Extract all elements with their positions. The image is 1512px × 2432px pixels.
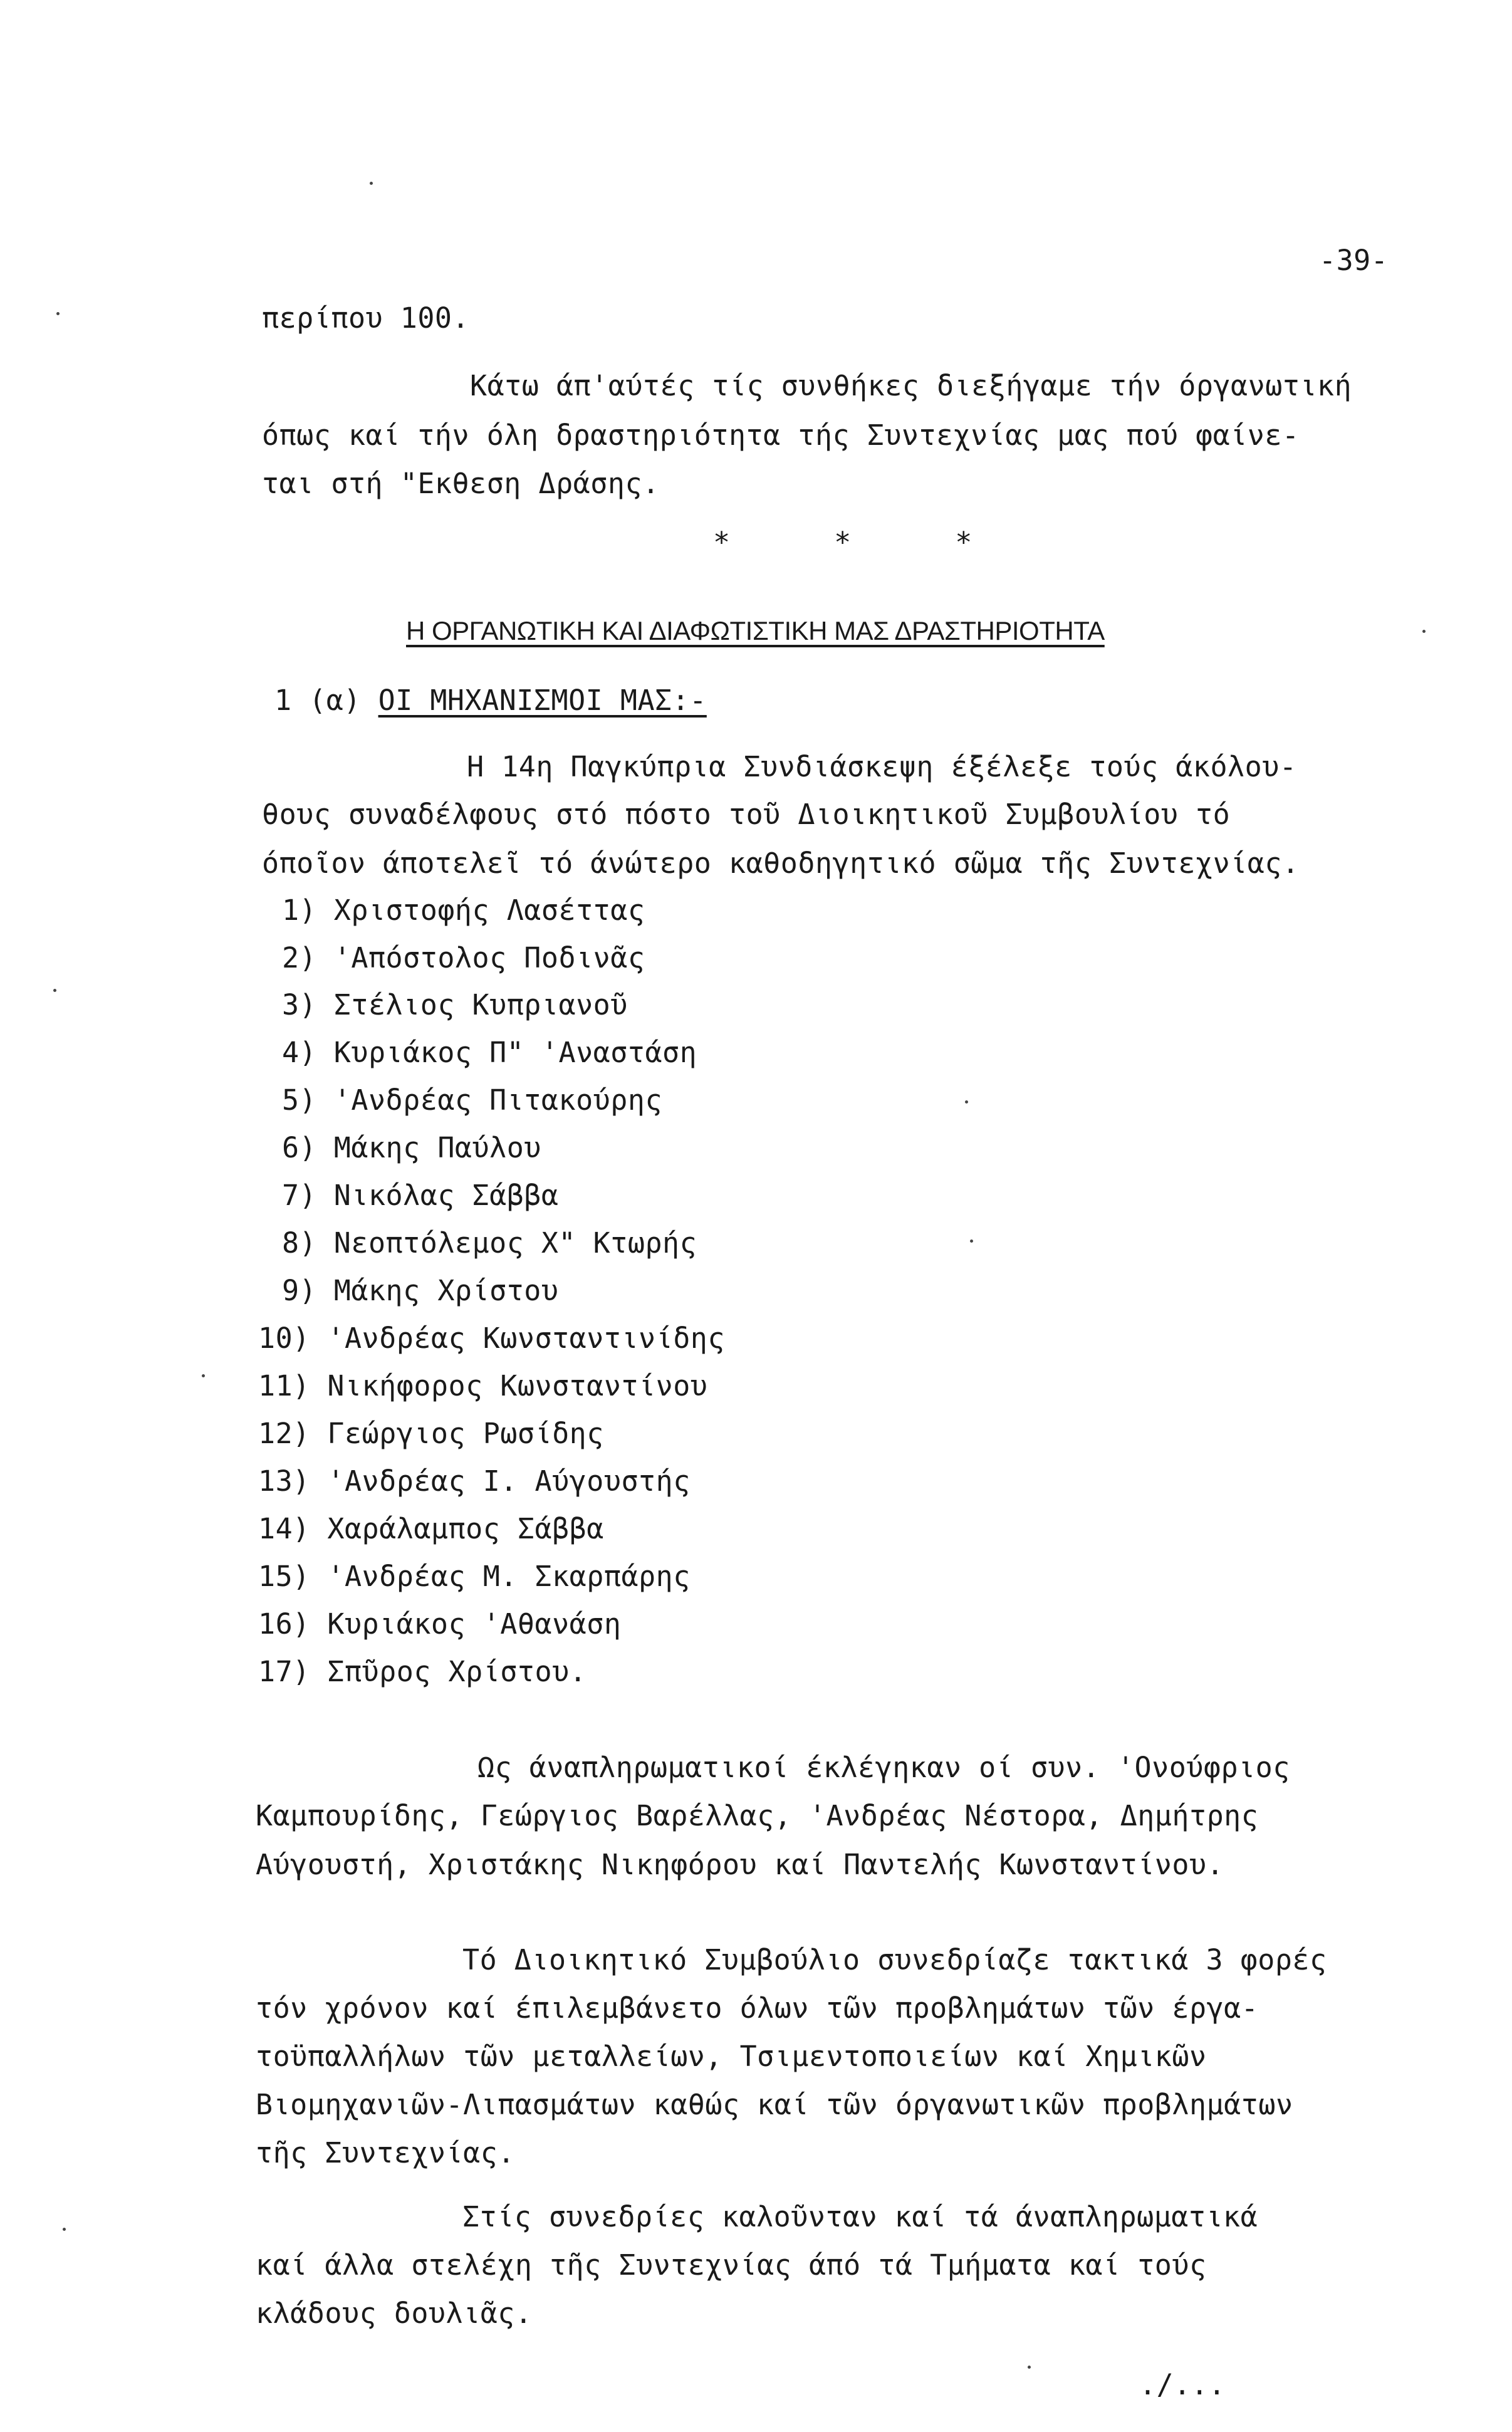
paragraph-6-line-3: κλάδους δουλιᾶς. [256, 2297, 533, 2330]
scan-speck [370, 182, 373, 185]
paragraph-5-line-2: τόν χρόνον καί έπιλεμβάνετο όλων τῶν προβλημάτων τῶν έργα- [256, 1991, 1259, 2025]
paragraph-4-line-2: Καμπουρίδης, Γεώργιος Βαρέλλας, 'Ανδρέας Νέστορα, Δημήτρης [256, 1799, 1259, 1832]
scan-speck [63, 2228, 66, 2231]
member-item: 8) Νεοπτόλεμος Χ" Κτωρής [282, 1226, 697, 1260]
member-item: 10) 'Ανδρέας Κωνσταντινίδης [258, 1322, 725, 1355]
page-number: -39- [1319, 244, 1389, 277]
subsection-prefix: 1 (α) [274, 684, 378, 717]
member-item: 7) Νικόλας Σάββα [282, 1179, 559, 1212]
paragraph-6-line-1: Στίς συνεδρίες καλοῦνταν καί τά άναπληρωματικά [462, 2200, 1258, 2233]
member-item: 14) Χαράλαμπος Σάββα [258, 1512, 604, 1545]
member-item: 11) Νικήφορος Κωνσταντίνου [258, 1369, 708, 1402]
paragraph-4-line-3: Αύγουστή, Χριστάκης Νικηφόρου καί Παντελής Κωνσταντίνου. [256, 1848, 1224, 1881]
continuation-mark: ./... [1139, 2368, 1226, 2401]
member-item: 9) Μάκης Χρίστου [282, 1274, 559, 1307]
member-item: 4) Κυριάκος Π" 'Αναστάση [282, 1036, 697, 1069]
member-item: 17) Σπῦρος Χρίστου. [258, 1655, 587, 1688]
paragraph-4-line-1: Ως άναπληρωματικοί έκλέγηκαν οί συν. 'Ονούφριος [477, 1751, 1290, 1784]
paragraph-3-line-3: όποῖον άποτελεῖ τό άνώτερο καθοδηγητικό σῶμα τῆς Συντεχνίας. [262, 847, 1300, 880]
member-item: 2) 'Απόστολος Ποδινᾶς [282, 941, 645, 974]
paragraph-6-line-2: καί άλλα στελέχη τῆς Συντεχνίας άπό τά Τμήματα καί τούς [256, 2248, 1207, 2282]
paragraph-2-line-2: όπως καί τήν όλη δραστηριότητα τής Συντεχνίας μας πού φαίνε- [262, 419, 1300, 452]
member-item: 13) 'Ανδρέας Ι. Αύγουστής [258, 1464, 691, 1498]
paragraph-3-line-2: θους συναδέλφους στό πόστο τοῦ Διοικητικοῦ Συμβουλίου τό [262, 798, 1231, 831]
member-item: 1) Χριστοφής Λασέττας [282, 894, 645, 927]
member-item: 12) Γεώργιος Ρωσίδης [258, 1417, 604, 1450]
paragraph-5-line-5: τῆς Συντεχνίας. [256, 2136, 515, 2169]
subsection-heading [274, 683, 707, 718]
scan-speck [56, 312, 60, 315]
section-heading: Η ΟΡΓΑΝΩΤΙΚΗ ΚΑΙ ΔΙΑΦΩΤΙΣΤΙΚΗ ΜΑΣ ΔΡΑΣΤΗΡΙΟΤΗΤΑ [406, 616, 1105, 645]
member-item: 16) Κυριάκος 'Αθανάση [258, 1607, 622, 1641]
paragraph-3-line-1: Η 14η Παγκύπρια Συνδιάσκεψη έξέλεξε τούς άκόλου- [467, 750, 1297, 783]
scan-speck [1028, 2366, 1031, 2369]
paragraph-5-line-3: τοϋπαλλήλων τῶν μεταλλείων, Τσιμεντοποιείων καί Χημικῶν [256, 2040, 1207, 2073]
scan-speck [1422, 630, 1426, 633]
scan-speck [970, 1239, 973, 1243]
paragraph-5-line-4: Βιομηχανιῶν-Λιπασμάτων καθώς καί τῶν όργανωτικῶν προβλημάτων [256, 2088, 1293, 2121]
scan-speck [53, 989, 56, 992]
separator-asterisks: * * * [713, 526, 972, 559]
member-item: 5) 'Ανδρέας Πιτακούρης [282, 1083, 663, 1117]
member-item: 6) Μάκης Παύλου [282, 1131, 541, 1164]
scan-speck [965, 1100, 968, 1104]
paragraph-2-line-3: ται στή "Εκθεση Δράσης. [262, 467, 660, 500]
paragraph-2-line-1: Κάτω άπ'αύτές τίς συνθήκες διεξήγαμε τήν όργανωτική [470, 369, 1352, 402]
paragraph-5-line-1: Τό Διοικητικό Συμβούλιο συνεδρίαζε τακτικά 3 φορές [462, 1943, 1327, 1976]
scan-speck [202, 1374, 205, 1377]
subsection-title: ΟΙ ΜΗΧΑΝΙΣΜΟΙ ΜΑΣ:- [378, 684, 707, 717]
paragraph-1-line-1: περίπου 100. [262, 301, 470, 335]
member-item: 15) 'Ανδρέας Μ. Σκαρπάρης [258, 1560, 691, 1593]
member-item: 3) Στέλιος Κυπριανοῦ [282, 988, 628, 1021]
